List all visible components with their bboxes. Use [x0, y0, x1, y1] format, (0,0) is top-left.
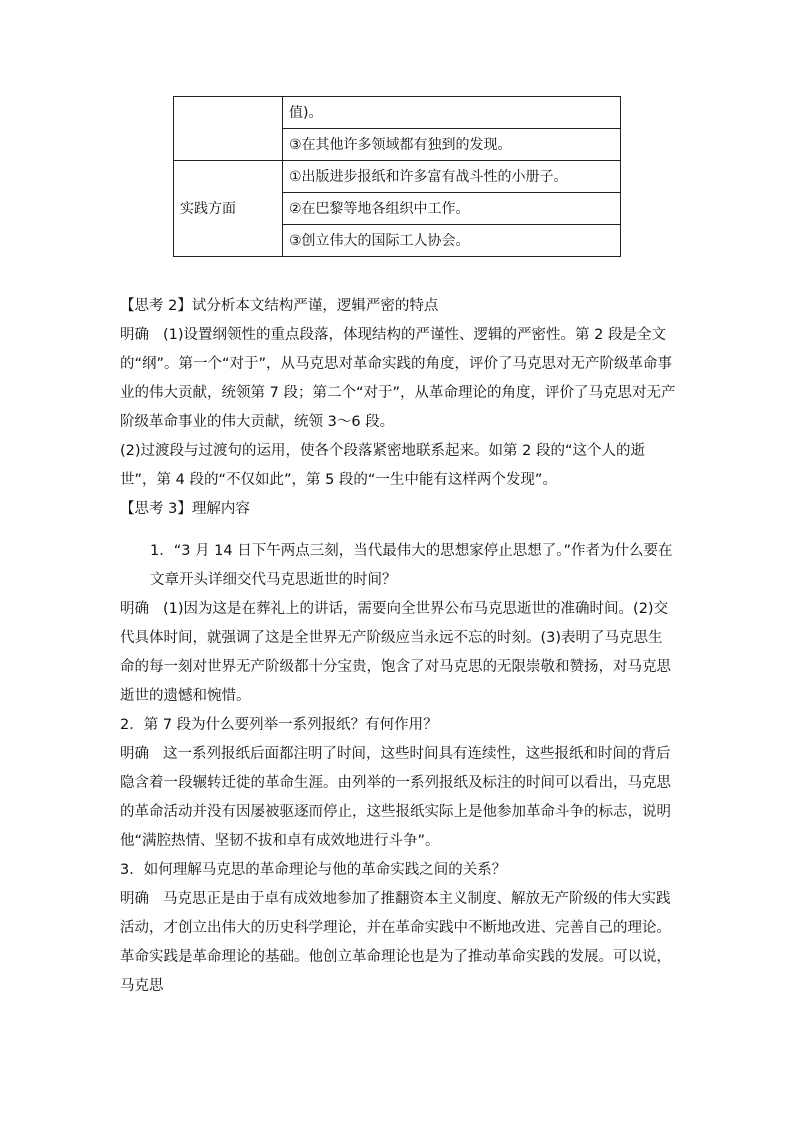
table-item-cell: 值)。	[283, 97, 621, 129]
body-text	[120, 292, 676, 1001]
answer-label: 明确	[120, 891, 149, 907]
answer-1	[120, 595, 676, 711]
answer-text: (1)设置纲领性的重点段落，体现结构的严谨性、逻辑的严密性。第 2 段是全文的“纲”。第一个“对于”，从马克思对革命实践的角度，评价了马克思对无产阶级革命事业的伟大贡献，统领第 7 段；第二个“对于”，从革命理论的角度，评价了马克思对无产阶级革命事业的伟大贡献，统领 3～6 段。	[120, 327, 676, 430]
think2-answer-1	[120, 321, 676, 437]
table-item-cell: ②在巴黎等地各组织中工作。	[283, 193, 621, 225]
table-category-cell	[174, 97, 283, 161]
think2-answer-2: (2)过渡段与过渡句的运用，使各个段落紧密地联系起来。如第 2 段的“这个人的逝世”，第 4 段的“不仅如此”，第 5 段的“一生中能有这样两个发现”。	[120, 443, 645, 488]
think3-heading: 【思考 3】理解内容	[120, 501, 250, 517]
table-item-cell: ③创立伟大的国际工人协会。	[283, 225, 621, 257]
answer-3	[120, 885, 676, 1001]
summary-table	[173, 96, 621, 257]
think2-heading: 【思考 2】试分析本文结构严谨，逻辑严密的特点	[120, 298, 439, 314]
spacer	[120, 524, 676, 537]
table-item-cell: ③在其他许多领域都有独到的发现。	[283, 129, 621, 161]
table-category-cell: 实践方面	[174, 161, 283, 257]
table-item-cell: ①出版进步报纸和许多富有战斗性的小册子。	[283, 161, 621, 193]
answer-label: 明确	[120, 601, 149, 617]
answer-label: 明确	[120, 327, 149, 343]
question-2: 2．第 7 段为什么要列举一系列报纸？有何作用？	[120, 717, 438, 733]
answer-2	[120, 740, 676, 856]
question-3: 3．如何理解马克思的革命理论与他的革命实践之间的关系？	[120, 862, 507, 878]
table-row	[174, 97, 621, 129]
question-1: 1．“3 月 14 日下午两点三刻，当代最伟大的思想家停止思想了。”作者为什么要在文章开头详细交代马克思逝世的时间？	[150, 543, 673, 588]
answer-text: (1)因为这是在葬礼上的讲话，需要向全世界公布马克思逝世的准确时间。(2)交代具体时间，就强调了这是全世界无产阶级应当永远不忘的时刻。(3)表明了马克思生命的每一刻对世界无产阶级都十分宝贵，饱含了对马克思的无限崇敬和赞扬，对马克思逝世的遗憾和惋惜。	[120, 601, 671, 704]
answer-label: 明确	[120, 746, 149, 762]
table-row	[174, 161, 621, 193]
answer-text: 这一系列报纸后面都注明了时间，这些时间具有连续性，这些报纸和时间的背后隐含着一段辗转迁徙的革命生涯。由列举的一系列报纸及标注的时间可以看出，马克思的革命活动并没有因屡被驱逐而停止，这些报纸实际上是他参加革命斗争的标志，说明他“满腔热情、坚韧不拔和卓有成效地进行斗争”。	[120, 746, 671, 849]
answer-text: 马克思正是由于卓有成效地参加了推翻资本主义制度、解放无产阶级的伟大实践活动，才创立出伟大的历史科学理论，并在革命实践中不断地改进、完善自己的理论。革命实践是革命理论的基础。他创立革命理论也是为了推动革命实践的发展。可以说，马克思	[120, 891, 671, 994]
